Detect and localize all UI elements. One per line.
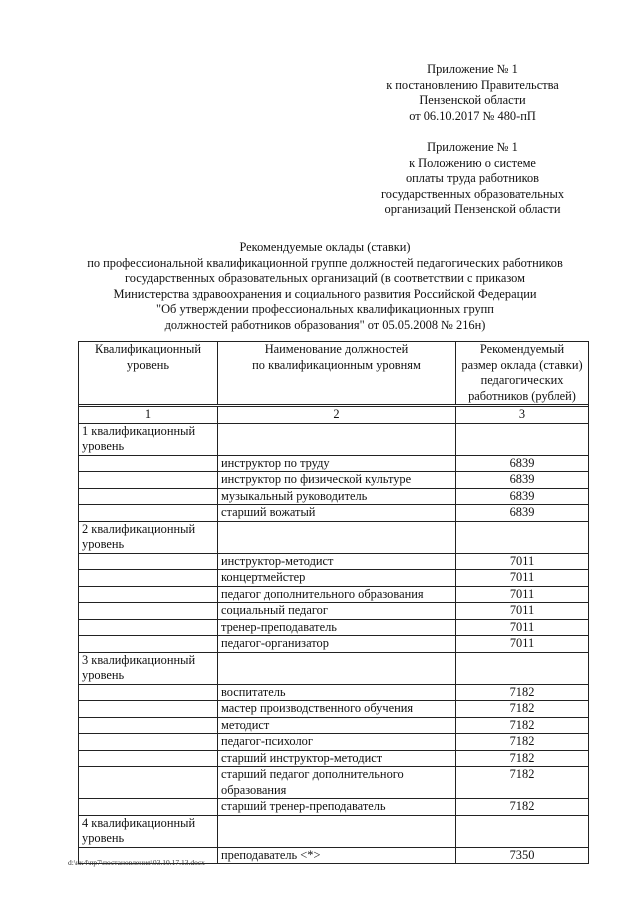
table-row (79, 636, 589, 653)
qualification-level: 4 квалификационный уровень (79, 815, 218, 847)
empty-cell (79, 488, 218, 505)
salary-value: 7011 (456, 636, 589, 653)
salary-value: 7182 (456, 684, 589, 701)
salary-value: 7182 (456, 734, 589, 751)
empty-cell (218, 423, 456, 455)
appendix-line: Приложение № 1 (427, 140, 518, 154)
salary-value: 7011 (456, 553, 589, 570)
salary-value: 7011 (456, 586, 589, 603)
position-name: концертмейстер (218, 570, 456, 587)
qualification-level-row (79, 815, 589, 847)
header-text: Квалификационный (94, 342, 202, 356)
position-name: мастер производственного обучения (218, 701, 456, 718)
appendix-header-resolution (345, 62, 600, 124)
salary-value: 6839 (456, 488, 589, 505)
position-name: социальный педагог (218, 603, 456, 620)
empty-cell (79, 553, 218, 570)
position-name: старший вожатый (218, 505, 456, 522)
empty-cell (79, 717, 218, 734)
document-title (40, 240, 610, 333)
title-line: должностей работников образования" от 05.05.2008 № 216н) (164, 317, 486, 332)
header-text: размер оклада (ставки) (461, 357, 583, 372)
header-salary (456, 342, 589, 405)
table-row (79, 455, 589, 472)
salary-value: 7182 (456, 767, 589, 799)
position-name: преподаватель <*> (218, 847, 456, 864)
position-name: воспитатель (218, 684, 456, 701)
table-row (79, 750, 589, 767)
position-name: старший тренер-преподаватель (218, 799, 456, 816)
salary-value: 7011 (456, 570, 589, 587)
table-row (79, 570, 589, 587)
empty-cell (79, 570, 218, 587)
empty-cell (79, 684, 218, 701)
table-row (79, 553, 589, 570)
qualification-level: 3 квалификационный уровень (79, 652, 218, 684)
qualification-level: 1 квалификационный уровень (79, 423, 218, 455)
salary-value: 7182 (456, 750, 589, 767)
empty-cell (456, 815, 589, 847)
empty-cell (456, 652, 589, 684)
header-text: Наименование должностей (264, 342, 409, 356)
appendix-line: государственных образовательных (380, 186, 565, 201)
header-text: уровень (126, 357, 170, 372)
salary-value: 6839 (456, 505, 589, 522)
salary-value: 7182 (456, 717, 589, 734)
appendix-line: организаций Пензенской области (384, 202, 561, 216)
empty-cell (79, 619, 218, 636)
title-line: Рекомендуемые оклады (ставки) (239, 240, 411, 254)
table-row (79, 717, 589, 734)
position-name: тренер-преподаватель (218, 619, 456, 636)
qualification-level-row (79, 521, 589, 553)
table-row (79, 488, 589, 505)
title-line: "Об утверждении профессиональных квалификационных групп (156, 302, 494, 316)
position-name: педагог дополнительного образования (218, 586, 456, 603)
column-number: 3 (456, 407, 589, 424)
table-row (79, 734, 589, 751)
column-number: 1 (79, 407, 218, 424)
empty-cell (456, 423, 589, 455)
position-name: инструктор по труду (218, 455, 456, 472)
empty-cell (79, 701, 218, 718)
empty-cell (79, 455, 218, 472)
appendix-line: к постановлению Правительства (386, 77, 559, 92)
header-text: работников (рублей) (468, 388, 576, 403)
empty-cell (79, 586, 218, 603)
title-line: Министерства здравоохранения и социального развития Российской Федерации (113, 286, 537, 301)
position-name: инструктор по физической культуре (218, 472, 456, 489)
empty-cell (218, 815, 456, 847)
file-path-footer: d:\ик4\пр7\постановления\03.10.17.13.docx (68, 858, 205, 867)
salary-value: 7182 (456, 799, 589, 816)
appendix-header-regulation (345, 140, 600, 218)
empty-cell (79, 505, 218, 522)
table-row (79, 603, 589, 620)
position-name: старший педагог дополнительного образования (218, 767, 456, 799)
qualification-level: 2 квалификационный уровень (79, 521, 218, 553)
appendix-line: Приложение № 1 (427, 62, 518, 76)
empty-cell (218, 521, 456, 553)
salary-value: 6839 (456, 472, 589, 489)
empty-cell (456, 521, 589, 553)
salary-table (78, 341, 589, 864)
salary-value: 7182 (456, 701, 589, 718)
table-row (79, 684, 589, 701)
table-header-row (79, 342, 589, 405)
position-name: методист (218, 717, 456, 734)
header-text: по квалификационным уровням (252, 357, 421, 372)
table-row (79, 767, 589, 799)
table-row (79, 701, 589, 718)
header-qualification-level (79, 342, 218, 405)
position-name: музыкальный руководитель (218, 488, 456, 505)
salary-value: 7011 (456, 619, 589, 636)
empty-cell (79, 636, 218, 653)
table-row (79, 472, 589, 489)
table-row (79, 505, 589, 522)
position-name: педагог-организатор (218, 636, 456, 653)
header-position-name (218, 342, 456, 405)
empty-cell (79, 472, 218, 489)
position-name: инструктор-методист (218, 553, 456, 570)
salary-value: 7350 (456, 847, 589, 864)
position-name: педагог-психолог (218, 734, 456, 751)
empty-cell (79, 734, 218, 751)
column-numbers-row (79, 407, 589, 424)
empty-cell (79, 767, 218, 799)
empty-cell (218, 652, 456, 684)
table-row (79, 619, 589, 636)
header-text: педагогических (480, 373, 564, 387)
appendix-line: оплаты труда работников (405, 171, 540, 185)
title-line: по профессиональной квалификационной группе должностей педагогических работников (87, 255, 563, 270)
table-row (79, 586, 589, 603)
qualification-level-row (79, 423, 589, 455)
qualification-level-row (79, 652, 589, 684)
appendix-line: Пензенской области (419, 93, 526, 107)
position-name: старший инструктор-методист (218, 750, 456, 767)
empty-cell (79, 603, 218, 620)
appendix-line: к Положению о системе (409, 155, 536, 170)
table-row (79, 799, 589, 816)
title-line: государственных образовательных организаций (в соответствии с приказом (125, 271, 525, 285)
appendix-line: от 06.10.2017 № 480-пП (409, 108, 536, 123)
header-text: Рекомендуемый (479, 342, 565, 356)
empty-cell (79, 799, 218, 816)
empty-cell (79, 750, 218, 767)
salary-value: 7011 (456, 603, 589, 620)
salary-value: 6839 (456, 455, 589, 472)
column-number: 2 (218, 407, 456, 424)
